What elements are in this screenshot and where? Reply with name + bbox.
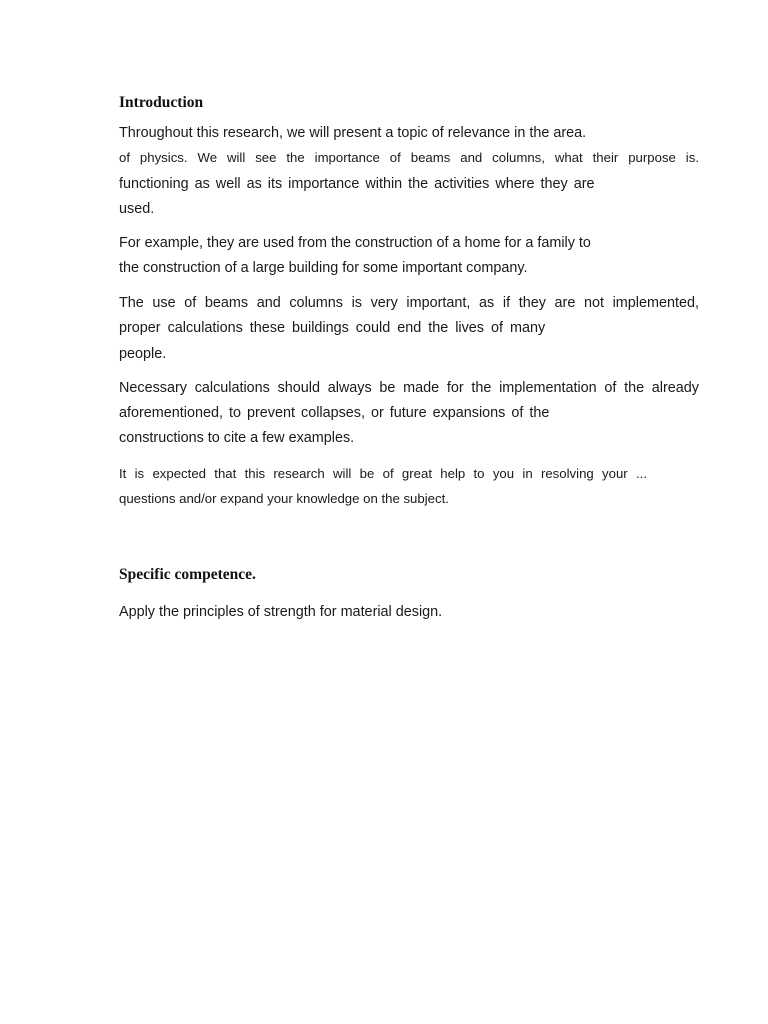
paragraph-1-line-3: functioning as well as its importance within the activities where they are: [119, 176, 595, 192]
paragraph-1-line-4: used.: [119, 201, 155, 217]
paragraph-1-line-2: of physics. We will see the importance of beams and columns, what their purpose is.: [119, 150, 699, 165]
paragraph-2-line-1: For example, they are used from the construction of a home for a family to: [119, 235, 591, 251]
specific-competence-text: Apply the principles of strength for material design.: [119, 604, 443, 620]
paragraph-4-line-3: constructions to cite a few examples.: [119, 430, 355, 446]
paragraph-2-line-2: the construction of a large building for some important company.: [119, 260, 528, 276]
paragraph-3-line-3: people.: [119, 346, 167, 362]
paragraph-5-line-2: questions and/or expand your knowledge on the subject.: [119, 491, 449, 506]
paragraph-4-line-1: Necessary calculations should always be made for the implementation of the already: [119, 380, 699, 396]
paragraph-4-line-2: aforementioned, to prevent collapses, or future expansions of the: [119, 405, 550, 421]
paragraph-1-line-1: Throughout this research, we will present a topic of relevance in the area.: [119, 125, 587, 141]
specific-competence-heading: Specific competence.: [119, 566, 256, 583]
paragraph-3-line-1: The use of beams and columns is very important, as if they are not implemented,: [119, 295, 699, 311]
introduction-heading: Introduction: [119, 94, 204, 111]
paragraph-5-line-1: It is expected that this research will be of great help to you in resolving your ...: [119, 466, 647, 481]
paragraph-3-line-2: proper calculations these buildings could end the lives of many: [119, 320, 546, 336]
